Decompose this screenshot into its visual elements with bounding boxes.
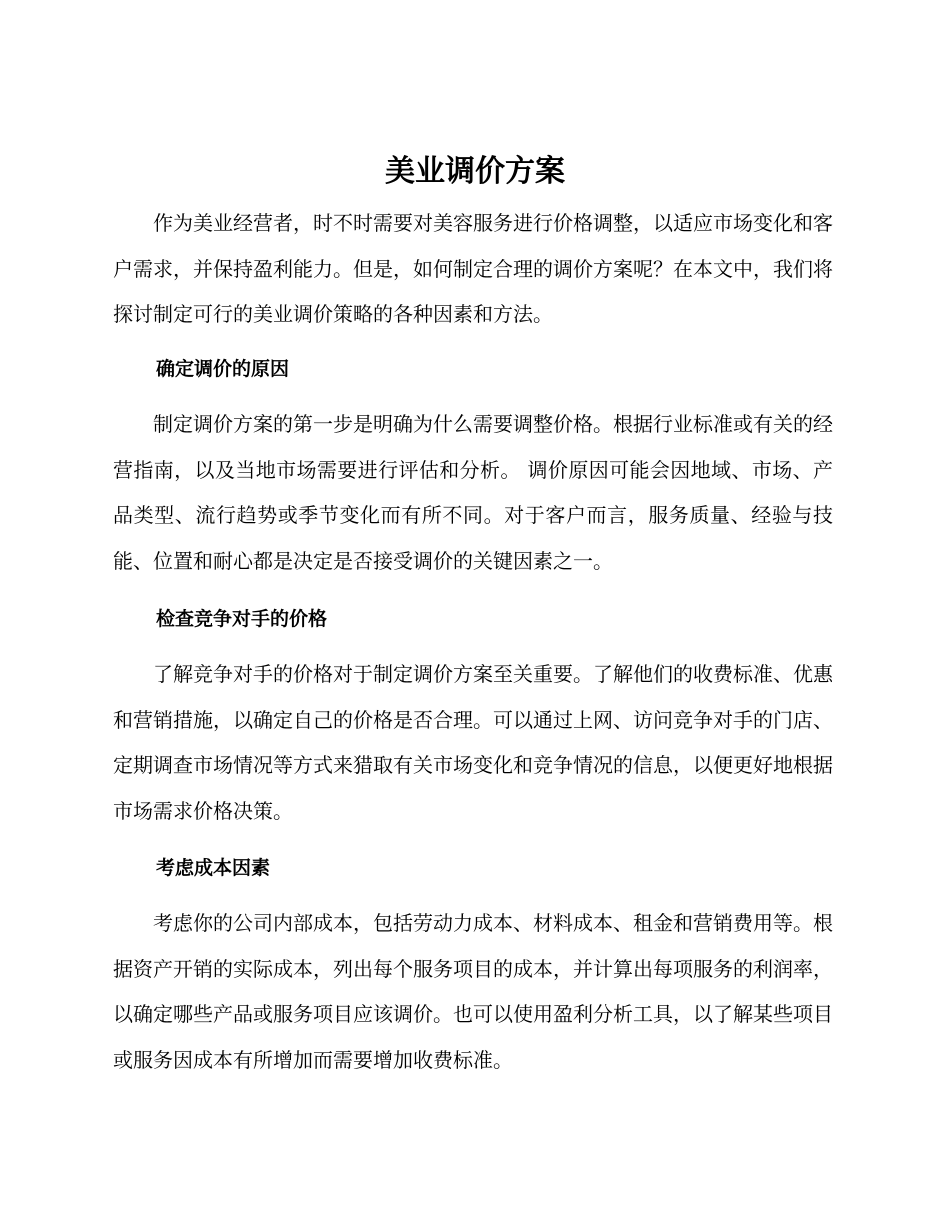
section-body-competitors: 了解竞争对手的价格对于制定调价方案至关重要。了解他们的收费标准、优惠和营销措施，以确定自己的价格是否合理。可以通过上网、访问竞争对手的门店、定期调查市场情况等方式来猎取有关市场变化和竞争情况的信息，以便更好地根据市场需求价格决策。 <box>113 662 833 823</box>
section-body-reason: 制定调价方案的第一步是明确为什么需要调整价格。根据行业标准或有关的经营指南，以及当地市场需要进行评估和分析。 调价原因可能会因地域、市场、产品类型、流行趋势或季节变化而有所不同。对于客户而言，服务质量、经验与技能、位置和耐心都是决定是否接受调价的关键因素之一。 <box>113 412 833 573</box>
section-body-costs: 考虑你的公司内部成本，包括劳动力成本、材料成本、租金和营销费用等。根据资产开销的实际成本，列出每个服务项目的成本，并计算出每项服务的利润率，以确定哪些产品或服务项目应该调价。也可以使用盈利分析工具，以了解某些项目或服务因成本有所增加而需要增加收费标准。 <box>113 911 833 1072</box>
section-heading-costs: 考虑成本因素 <box>156 857 271 879</box>
section-heading-reason: 确定调价的原因 <box>156 358 290 380</box>
intro-paragraph: 作为美业经营者，时不时需要对美容服务进行价格调整，以适应市场变化和客户需求，并保持盈利能力。但是，如何制定合理的调价方案呢？在本文中，我们将探讨制定可行的美业调价策略的各种因素和方法。 <box>113 211 833 326</box>
section-heading-competitors: 检查竞争对手的价格 <box>156 608 328 630</box>
document-title: 美业调价方案 <box>385 154 565 189</box>
